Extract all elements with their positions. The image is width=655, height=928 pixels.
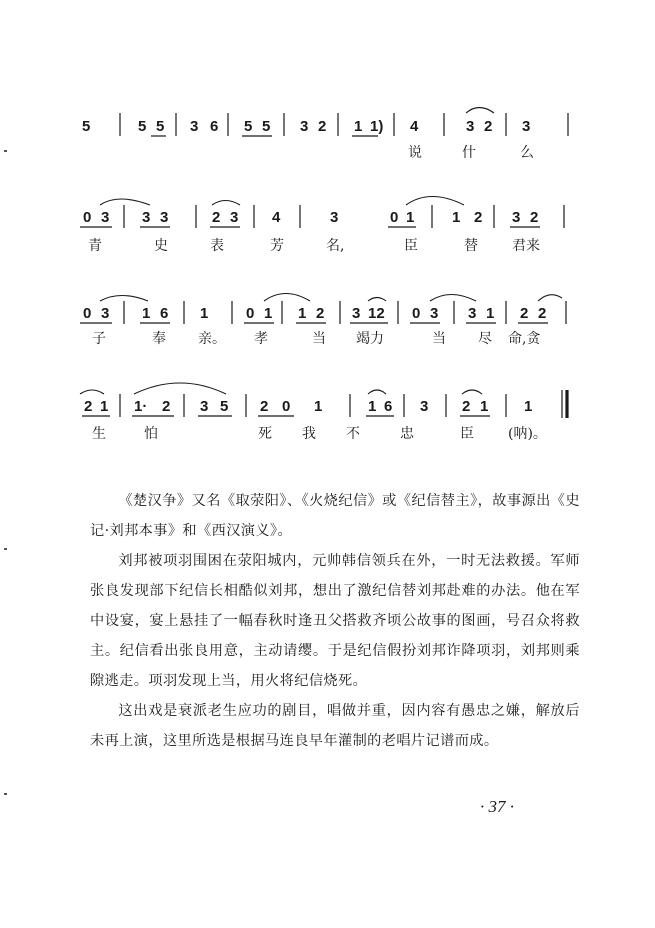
slur — [264, 294, 310, 302]
note: 3 — [101, 305, 110, 322]
note: 3 — [160, 209, 169, 226]
lyric: 臣 — [460, 426, 474, 442]
scan-mark — [4, 793, 7, 795]
note: 3 — [230, 209, 239, 226]
lyric: 死 — [258, 426, 272, 442]
lyric: 史 — [154, 238, 168, 254]
commentary-text — [90, 486, 580, 756]
paragraph: 《楚汉争》又名《取荥阳》、《火烧纪信》或《纪信替主》，故事源出《史记·刘邦本事》和《西汉演义》。 — [90, 493, 580, 539]
lyric: 子 — [92, 331, 106, 347]
lyric: 说 — [408, 145, 422, 161]
note: 2 — [538, 305, 547, 322]
note: 3 — [522, 118, 531, 135]
score-row-4 — [80, 383, 567, 442]
slur — [134, 383, 226, 394]
lyric: 君来 — [512, 238, 540, 254]
note: 1 — [298, 305, 307, 322]
note: 0 — [246, 305, 255, 322]
lyric: 芳 — [270, 238, 284, 254]
note: 3 — [101, 209, 110, 226]
note: 1) — [370, 118, 384, 135]
score-row-2 — [80, 197, 564, 255]
lyric: 奉 — [152, 331, 166, 347]
note: 3 — [466, 118, 475, 135]
note: 1 — [406, 209, 415, 226]
note: 3 — [430, 305, 439, 322]
score-row-1 — [82, 108, 568, 162]
lyric: 当 — [432, 331, 446, 347]
note: 5 — [244, 118, 253, 135]
note: 1 — [452, 209, 461, 226]
slur — [100, 296, 148, 302]
note: 3 — [420, 398, 429, 415]
note: 3 — [330, 209, 339, 226]
note: 5 — [220, 398, 229, 415]
note: 1 — [200, 305, 209, 322]
note: 2 — [474, 209, 483, 226]
note: 4 — [272, 209, 281, 226]
note: 6 — [384, 398, 393, 415]
slur — [368, 390, 386, 394]
note: 2 — [462, 398, 471, 415]
note: 2 — [530, 209, 539, 226]
note: 0 — [83, 209, 92, 226]
note: 1 — [354, 118, 363, 135]
note: 1 — [142, 305, 151, 322]
slur — [100, 199, 150, 205]
note: 1 — [314, 398, 323, 415]
lyric: 替 — [464, 238, 478, 254]
note: 6 — [160, 305, 169, 322]
lyric: 什 — [462, 145, 476, 161]
note: 2 — [316, 305, 325, 322]
slur — [462, 390, 482, 394]
note: 0 — [282, 398, 291, 415]
lyric: 当 — [312, 331, 326, 347]
note: 1 — [524, 398, 533, 415]
note: 1 — [264, 305, 273, 322]
note: 3 — [142, 209, 151, 226]
note: 2 — [162, 398, 171, 415]
note: 4 — [410, 118, 419, 135]
score-row-3 — [80, 294, 566, 348]
note: 12 — [368, 305, 385, 322]
slur — [80, 390, 104, 394]
paragraph: 刘邦被项羽围困在荥阳城内，元帅韩信领兵在外，一时无法救援。军师张良发现部下纪信长相酷似刘邦，想出了激纪信替刘邦赴难的办法。他在军中设宴，宴上悬挂了一幅春秋时逢丑父搭救齐顷公故事的图画，号召众将救主。纪信看出张良用意，主动请缨。于是纪信假扮刘邦诈降项羽，刘邦则乘隙逃走。项羽发现上当，用火将纪信烧死。 — [90, 553, 580, 689]
note: 5 — [138, 118, 147, 135]
note: 2 — [318, 118, 327, 135]
lyric: 名, — [326, 238, 345, 254]
note: 3 — [512, 209, 521, 226]
slur — [466, 108, 494, 114]
slur — [430, 295, 476, 302]
note: 0 — [390, 209, 399, 226]
lyric: 命,贪 — [508, 331, 541, 347]
scan-mark — [4, 548, 7, 550]
lyric: 不 — [346, 426, 360, 442]
lyric: 忠 — [400, 426, 414, 442]
note: 1 — [368, 398, 377, 415]
note: 5 — [156, 118, 165, 135]
paragraph: 这出戏是衰派老生应功的剧目，唱做并重，因内容有愚忠之嫌，解放后未再上演，这里所选是根据马连良早年灌制的老唱片记谱而成。 — [90, 703, 580, 749]
lyric: 我 — [302, 426, 316, 442]
lyric: 竭力 — [356, 331, 384, 347]
note: 0 — [412, 305, 421, 322]
note: 3 — [190, 118, 199, 135]
note: 2 — [484, 118, 493, 135]
note: 1· — [134, 398, 148, 415]
note: 1 — [100, 398, 109, 415]
note: 2 — [260, 398, 269, 415]
lyric: (呐)。 — [508, 426, 547, 442]
note: 5 — [262, 118, 271, 135]
note: 2 — [520, 305, 529, 322]
lyric: 尽 — [478, 331, 492, 347]
page-number: · 37 · — [480, 797, 514, 816]
slur — [212, 201, 240, 206]
slur — [368, 298, 386, 302]
lyric: 臣 — [404, 238, 418, 254]
note: 1 — [480, 398, 489, 415]
lyric: 生 — [92, 426, 106, 442]
note: 2 — [84, 398, 93, 415]
note: 2 — [212, 209, 221, 226]
note: 3 — [352, 305, 361, 322]
slur — [406, 197, 464, 206]
lyric: 亲。 — [198, 331, 226, 347]
note: 6 — [210, 118, 219, 135]
note: 3 — [300, 118, 309, 135]
lyric: 怕 — [144, 426, 158, 442]
lyric: 么 — [520, 145, 534, 161]
note: 0 — [83, 305, 92, 322]
note: 3 — [468, 305, 477, 322]
lyric: 表 — [210, 238, 224, 254]
scan-mark — [4, 150, 7, 152]
note: 3 — [200, 398, 209, 415]
note: 5 — [82, 118, 91, 135]
slur — [538, 295, 562, 301]
lyric: 孝 — [254, 331, 268, 347]
note: 1 — [486, 305, 495, 322]
lyric: 青 — [88, 238, 102, 254]
